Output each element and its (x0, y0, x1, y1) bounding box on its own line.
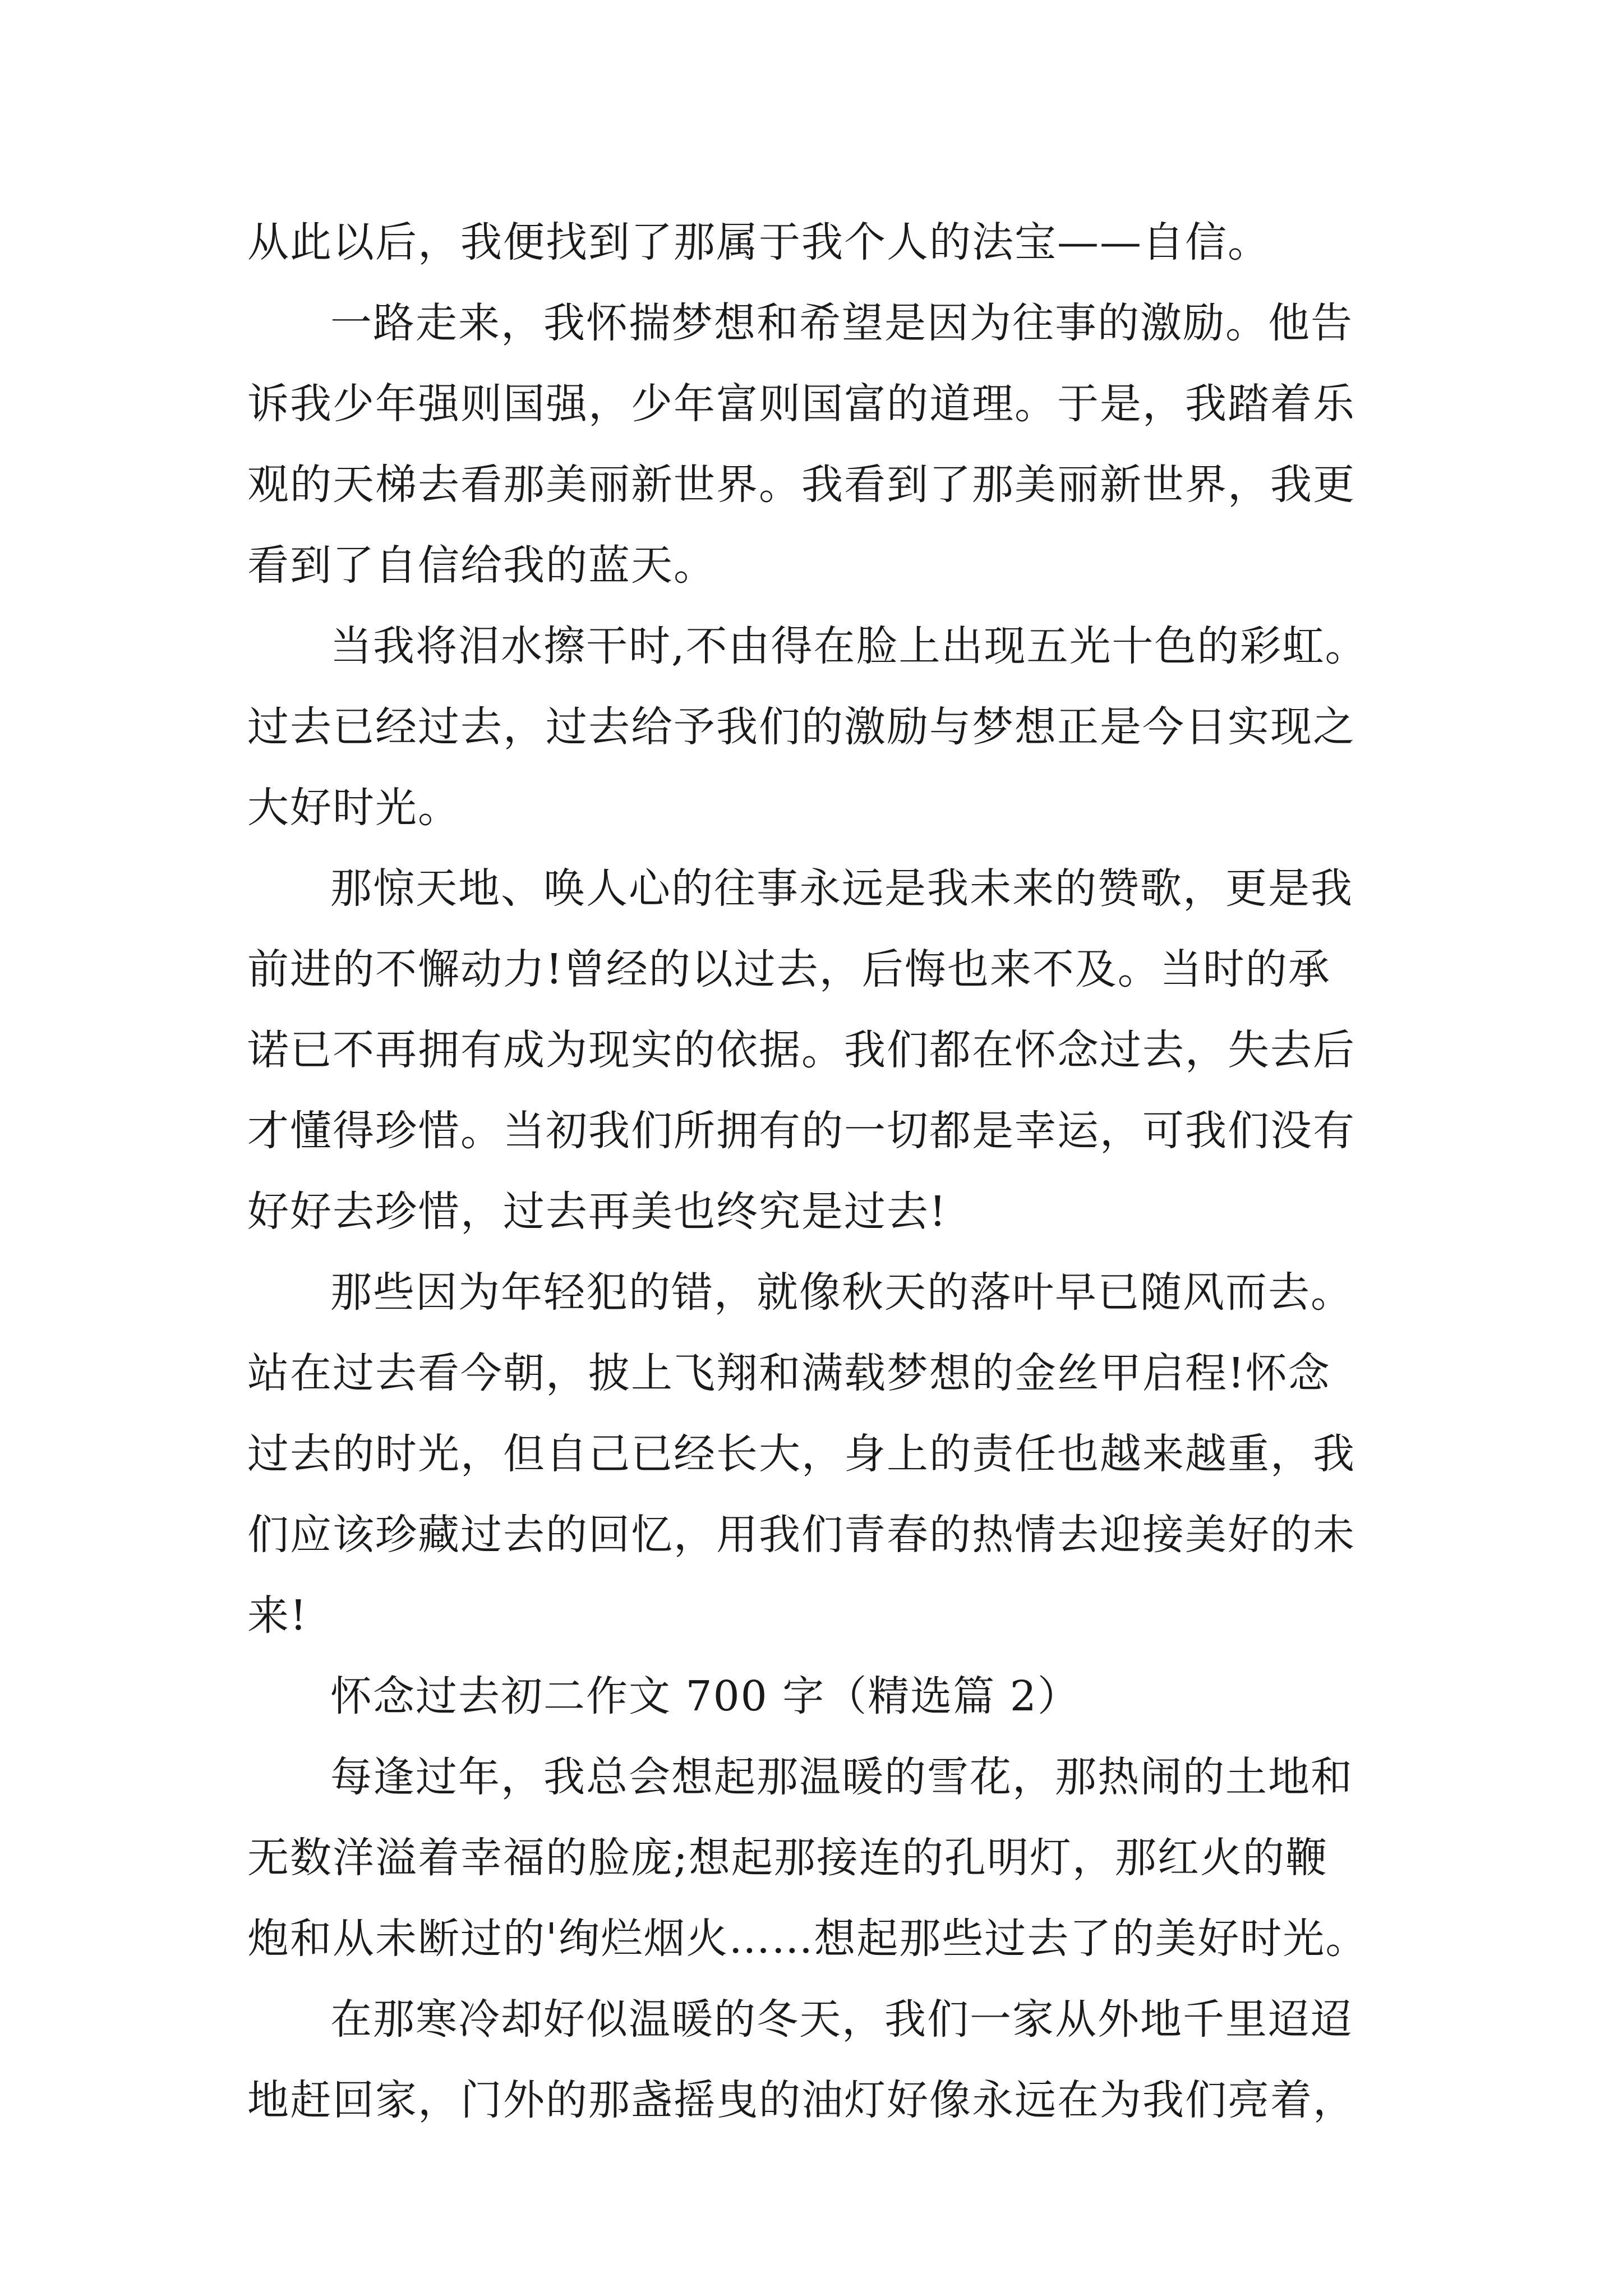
text-line: 一路走来，我怀揣梦想和希望是因为往事的激励。他告 (330, 299, 1353, 347)
text-line: 前进的不懈动力!曾经的以过去，后悔也来不及。当时的承 (247, 945, 1331, 993)
text-line: 地赶回家，门外的那盏摇曳的油灯好像永远在为我们亮着， (247, 2076, 1355, 2124)
text-line: 每逢过年，我总会想起那温暖的雪花，那热闹的土地和 (330, 1753, 1353, 1801)
text-line: 们应该珍藏过去的回忆，用我们青春的热情去迎接美好的未 (247, 1511, 1355, 1559)
text-line: 当我将泪水擦干时,不由得在脸上出现五光十色的彩虹。 (330, 622, 1368, 670)
text-line: 观的天梯去看那美丽新世界。我看到了那美丽新世界，我更 (247, 461, 1355, 509)
text-line: 过去的时光，但自己已经长大，身上的责任也越来越重，我 (247, 1430, 1355, 1478)
text-line: 站在过去看今朝，披上飞翔和满载梦想的金丝甲启程!怀念 (247, 1349, 1331, 1397)
text-line: 来! (247, 1591, 308, 1640)
text-line: 那些因为年轻犯的错，就像秋天的落叶早已随风而去。 (330, 1268, 1353, 1317)
text-line: 那惊天地、唤人心的往事永远是我未来的赞歌，更是我 (330, 864, 1353, 913)
text-line: 好好去珍惜，过去再美也终究是过去! (247, 1188, 947, 1236)
text-line: 大好时光。 (247, 784, 460, 832)
text-line: 在那寒冷却好似温暖的冬天，我们一家从外地千里迢迢 (330, 1995, 1353, 2044)
document-body (247, 202, 1397, 2141)
text-line: 看到了自信给我的蓝天。 (247, 541, 716, 590)
text-line: 炮和从未断过的'绚烂烟火……想起那些过去了的美好时光。 (247, 1915, 1368, 1963)
text-line: 无数洋溢着幸福的脸庞;想起那接连的孔明灯，那红火的鞭 (247, 1834, 1328, 1882)
section-heading: 怀念过去初二作文 700 字（精选篇 2） (330, 1672, 1080, 1720)
text-line: 诺已不再拥有成为现实的依据。我们都在怀念过去，失去后 (247, 1026, 1355, 1074)
text-line: 才懂得珍惜。当初我们所拥有的一切都是幸运，可我们没有 (247, 1107, 1355, 1155)
text-line: 从此以后，我便找到了那属于我个人的法宝——自信。 (247, 218, 1270, 266)
text-line: 诉我少年强则国强，少年富则国富的道理。于是，我踏着乐 (247, 380, 1355, 428)
text-line: 过去已经过去，过去给予我们的激励与梦想正是今日实现之 (247, 703, 1355, 751)
